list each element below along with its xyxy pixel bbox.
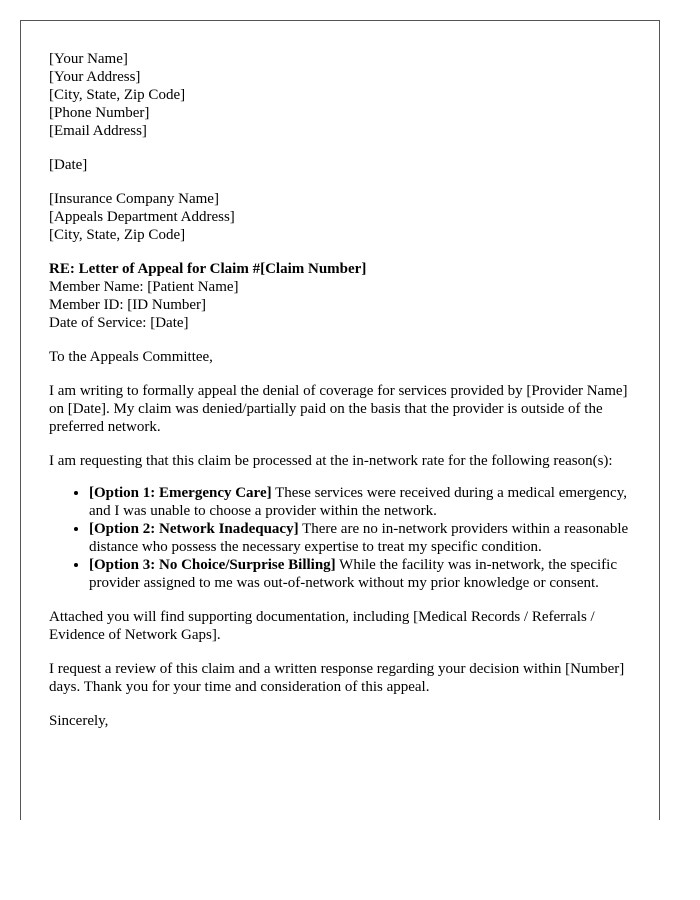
sender-city-state-zip: [City, State, Zip Code] (49, 87, 186, 103)
request-paragraph: I am requesting that this claim be processed at the in-network rate for the following reason(s): (49, 453, 613, 469)
sender-phone: [Phone Number] (49, 105, 150, 121)
recipient-city-state-zip: [City, State, Zip Code] (49, 227, 186, 243)
sender-name: [Your Name] (49, 51, 128, 67)
sender-block (49, 50, 639, 140)
member-id: Member ID: [ID Number] (49, 297, 207, 313)
date-block (49, 156, 639, 174)
option-label: [Option 2: Network Inadequacy] (89, 521, 299, 537)
recipient-block (49, 190, 639, 244)
recipient-department-address: [Appeals Department Address] (49, 209, 235, 225)
recipient-company: [Insurance Company Name] (49, 191, 219, 207)
date-of-service: Date of Service: [Date] (49, 315, 189, 331)
closing-paragraph: I request a review of this claim and a written response regarding your decision within [Number] days. Thank you for your time and consideration of this appeal. (49, 661, 625, 695)
salutation: To the Appeals Committee, (49, 349, 213, 365)
list-item (89, 484, 639, 520)
letter-page (20, 20, 660, 820)
option-text: There are no in-network providers within a reasonable distance who possess the necessary expertise to treat my specific condition. (89, 521, 629, 555)
intro-paragraph: I am writing to formally appeal the denial of coverage for services provided by [Provider Name] on [Date]. My claim was denied/partially paid on the basis that the provider is outside of the preferred network. (49, 383, 628, 435)
letter-body (49, 50, 639, 746)
option-label: [Option 1: Emergency Care] (89, 485, 272, 501)
member-name: Member Name: [Patient Name] (49, 279, 239, 295)
option-label: [Option 3: No Choice/Surprise Billing] (89, 557, 336, 573)
subject-block (49, 260, 639, 332)
letter-date: [Date] (49, 157, 88, 173)
option-text: While the facility was in-network, the specific provider assigned to me was out-of-network without my prior knowledge or consent. (89, 557, 617, 591)
signoff: Sincerely, (49, 713, 109, 729)
sender-address: [Your Address] (49, 69, 141, 85)
option-text: These services were received during a medical emergency, and I was unable to choose a provider within the network. (89, 485, 627, 519)
attachments-paragraph: Attached you will find supporting documentation, including [Medical Records / Referrals / Evidence of Network Gaps]. (49, 609, 595, 643)
re-line: RE: Letter of Appeal for Claim #[Claim Number] (49, 261, 367, 277)
sender-email: [Email Address] (49, 123, 147, 139)
list-item (89, 520, 639, 556)
list-item (89, 556, 639, 592)
reasons-list (49, 484, 639, 592)
